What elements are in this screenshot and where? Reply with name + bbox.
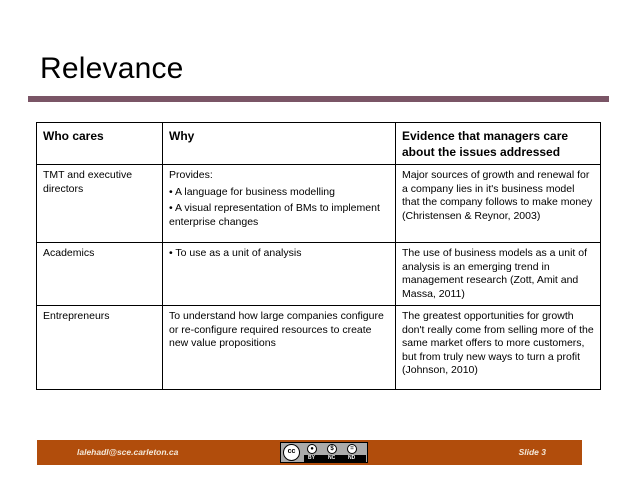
- footer-bar: [37, 440, 582, 465]
- table-row: [37, 165, 601, 243]
- footer-email[interactable]: lalehadl@sce.carleton.ca: [77, 447, 179, 457]
- title-rule: [28, 96, 609, 102]
- table-header-row: [37, 123, 601, 165]
- cell-evidence: The use of business models as a unit of analysis is an emerging trend in management research (Zott, Amit and Massa, 2011): [396, 243, 601, 306]
- slide-title: Relevance: [40, 52, 184, 85]
- cell-who: TMT and executive directors: [37, 165, 163, 243]
- header-evidence: Evidence that managers care about the issues addressed: [396, 123, 601, 165]
- cell-evidence: The greatest opportunities for growth don't really come from selling more of the same market offers to more customers, but from truly new ways to turn a profit (Johnson, 2010): [396, 306, 601, 390]
- cell-who: Entrepreneurs: [37, 306, 163, 390]
- cell-why: [163, 165, 396, 243]
- why-line: • To use as a unit of analysis: [169, 247, 302, 259]
- noncommercial-dollar-icon: $: [327, 444, 337, 454]
- license-tag-nc: NC: [328, 455, 336, 461]
- slide-number: Slide 3: [518, 447, 546, 457]
- cc-logo-icon: cc: [283, 444, 300, 461]
- creative-commons-by-nc-nd-icon[interactable]: [280, 442, 368, 463]
- why-line: Provides:: [169, 169, 213, 181]
- why-line: To understand how large companies configure or re-configure required resources to create new value propositions: [169, 310, 384, 349]
- cell-why: [163, 306, 396, 390]
- cell-who: Academics: [37, 243, 163, 306]
- header-why: Why: [163, 123, 396, 165]
- cell-evidence: Major sources of growth and renewal for a company lies in it's business model that the company follows to make money (Christensen & Reynor, 2003): [396, 165, 601, 243]
- license-tag-nd: ND: [348, 455, 356, 461]
- license-tag-by: BY: [308, 455, 315, 461]
- relevance-table: [36, 122, 601, 390]
- attribution-person-icon: ●: [307, 444, 317, 454]
- cell-why: [163, 243, 396, 306]
- header-who-cares: Who cares: [37, 123, 163, 165]
- noderivatives-equals-icon: =: [347, 444, 357, 454]
- table-row: [37, 243, 601, 306]
- why-line: • A language for business modelling: [169, 185, 335, 198]
- license-tag-strip: [304, 455, 366, 462]
- table-row: [37, 306, 601, 390]
- why-line: • A visual representation of BMs to implement enterprise changes: [169, 202, 380, 228]
